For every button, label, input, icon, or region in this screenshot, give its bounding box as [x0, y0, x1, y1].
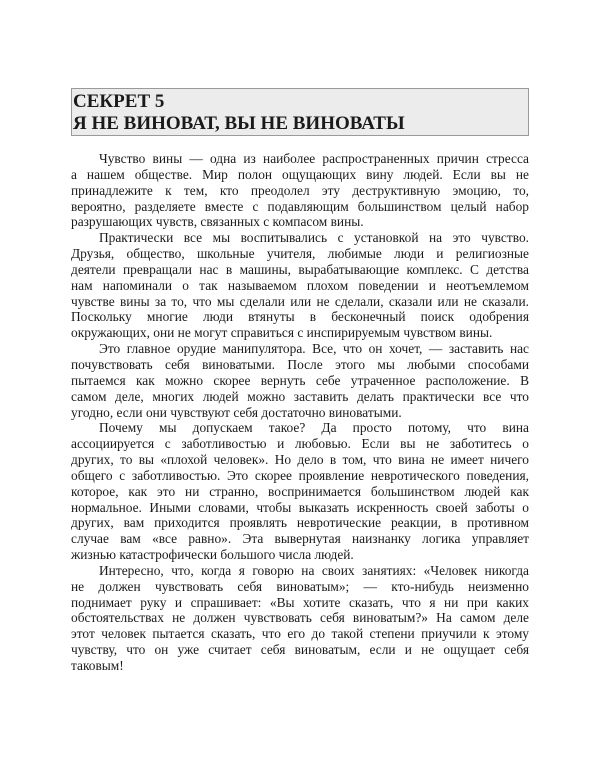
text-line: а нашем обществе. Мир полон ощущающих вину людей. Если вы не: [71, 166, 529, 182]
text-line: угодно, если они чувствуют себя достаточно виноватыми.: [71, 404, 402, 420]
text-line: этот человек пытается сказать, что его до такой степени приучили к этому: [71, 626, 529, 642]
body-text: [71, 151, 529, 674]
text-line: деятели превращали нас в машины, вырабатывающие комплекс. С детства: [71, 261, 529, 277]
text-line: таковым!: [71, 658, 124, 673]
text-line: не должен чувствовать себя виноватым»; — кто-нибудь неизменно: [71, 578, 529, 594]
chapter-heading: [71, 88, 529, 136]
chapter-title: Я НЕ ВИНОВАТ, ВЫ НЕ ВИНОВАТЫ: [73, 113, 405, 134]
text-line: Поскольку многие люди втянуты в бесконечный поиск одобрения: [71, 309, 529, 325]
text-line: ассоциируется с заботливостью и любовью. Если вы не заботитесь о: [71, 436, 529, 452]
paragraph: [71, 230, 529, 341]
text-line: Друзья, общество, школьные учителя, любимые люди и религиозные: [71, 246, 529, 262]
text-line: Интересно, что, когда я говорю на своих занятиях: «Человек никогда: [99, 562, 529, 578]
text-line: вероятно, разделяете вместе с подавляющим большинством целый набор: [71, 198, 529, 214]
text-line: почувствовать себя виноватыми. После этого мы любыми способами: [71, 356, 529, 372]
text-line: нормальное. Иными словами, чтобы выказать искренность своей заботы о: [71, 499, 529, 515]
text-line: Это главное орудие манипулятора. Все, что он хочет, — заставить нас: [99, 341, 529, 357]
text-line: разрушающих чувств, связанных с компасом вины.: [71, 214, 364, 230]
text-line: пытаемся как можно скорее вернуть себе утраченное расположение. В: [71, 372, 529, 388]
chapter-number: СЕКРЕТ 5: [73, 91, 165, 112]
text-line: чувству, что он уже считает себя виноватым, если и не ощущает себя: [71, 642, 529, 658]
paragraph: [71, 420, 529, 563]
text-line: поднимает руку и спрашивает: «Вы хотите сказать, что я ни при каких: [71, 594, 529, 610]
paragraph: [71, 563, 529, 674]
text-line: Чувство вины — одна из наиболее распространенных причин стресса: [99, 151, 529, 166]
text-line: жизнью катастрофически большого числа людей.: [71, 547, 354, 563]
text-line: обстоятельствах не должен чувствовать себя виноватым?» На самом деле: [71, 610, 529, 626]
text-line: других, то вы «плохой человек». Но дело в том, что вина не имеет ничего: [71, 452, 529, 468]
text-line: Почему мы допускаем такое? Да просто потому, что вина: [99, 420, 529, 436]
text-line: других, вам приходится проявлять невротические реакции, в противном: [71, 515, 529, 531]
text-line: самом деле, многих людей можно заставить делать практически все что: [71, 388, 529, 404]
text-line: чувстве вины за то, что мы сделали или не сделали, сказали или не сказали.: [71, 293, 529, 309]
text-line: случае вам «все равно». Эта вывернутая наизнанку логика управляет: [71, 531, 529, 547]
text-line: принадлежите к тем, кто преодолел эту деструктивную эмоцию, то,: [71, 182, 529, 198]
text-line: общего с заботливостью. Это скорее проявление невротического поведения,: [71, 467, 529, 483]
text-line: которое, как это ни странно, воспринимается большинством людей как: [71, 483, 529, 499]
text-line: окружающих, они не могут справиться с инспирируемым чувством вины.: [71, 325, 493, 341]
paragraph: [71, 341, 529, 420]
paragraph: [71, 151, 529, 230]
text-line: нам напоминали о так называемом плохом поведении и неотъемлемом: [71, 277, 529, 293]
text-line: Практически все мы воспитывались с установкой на это чувство.: [99, 230, 529, 246]
